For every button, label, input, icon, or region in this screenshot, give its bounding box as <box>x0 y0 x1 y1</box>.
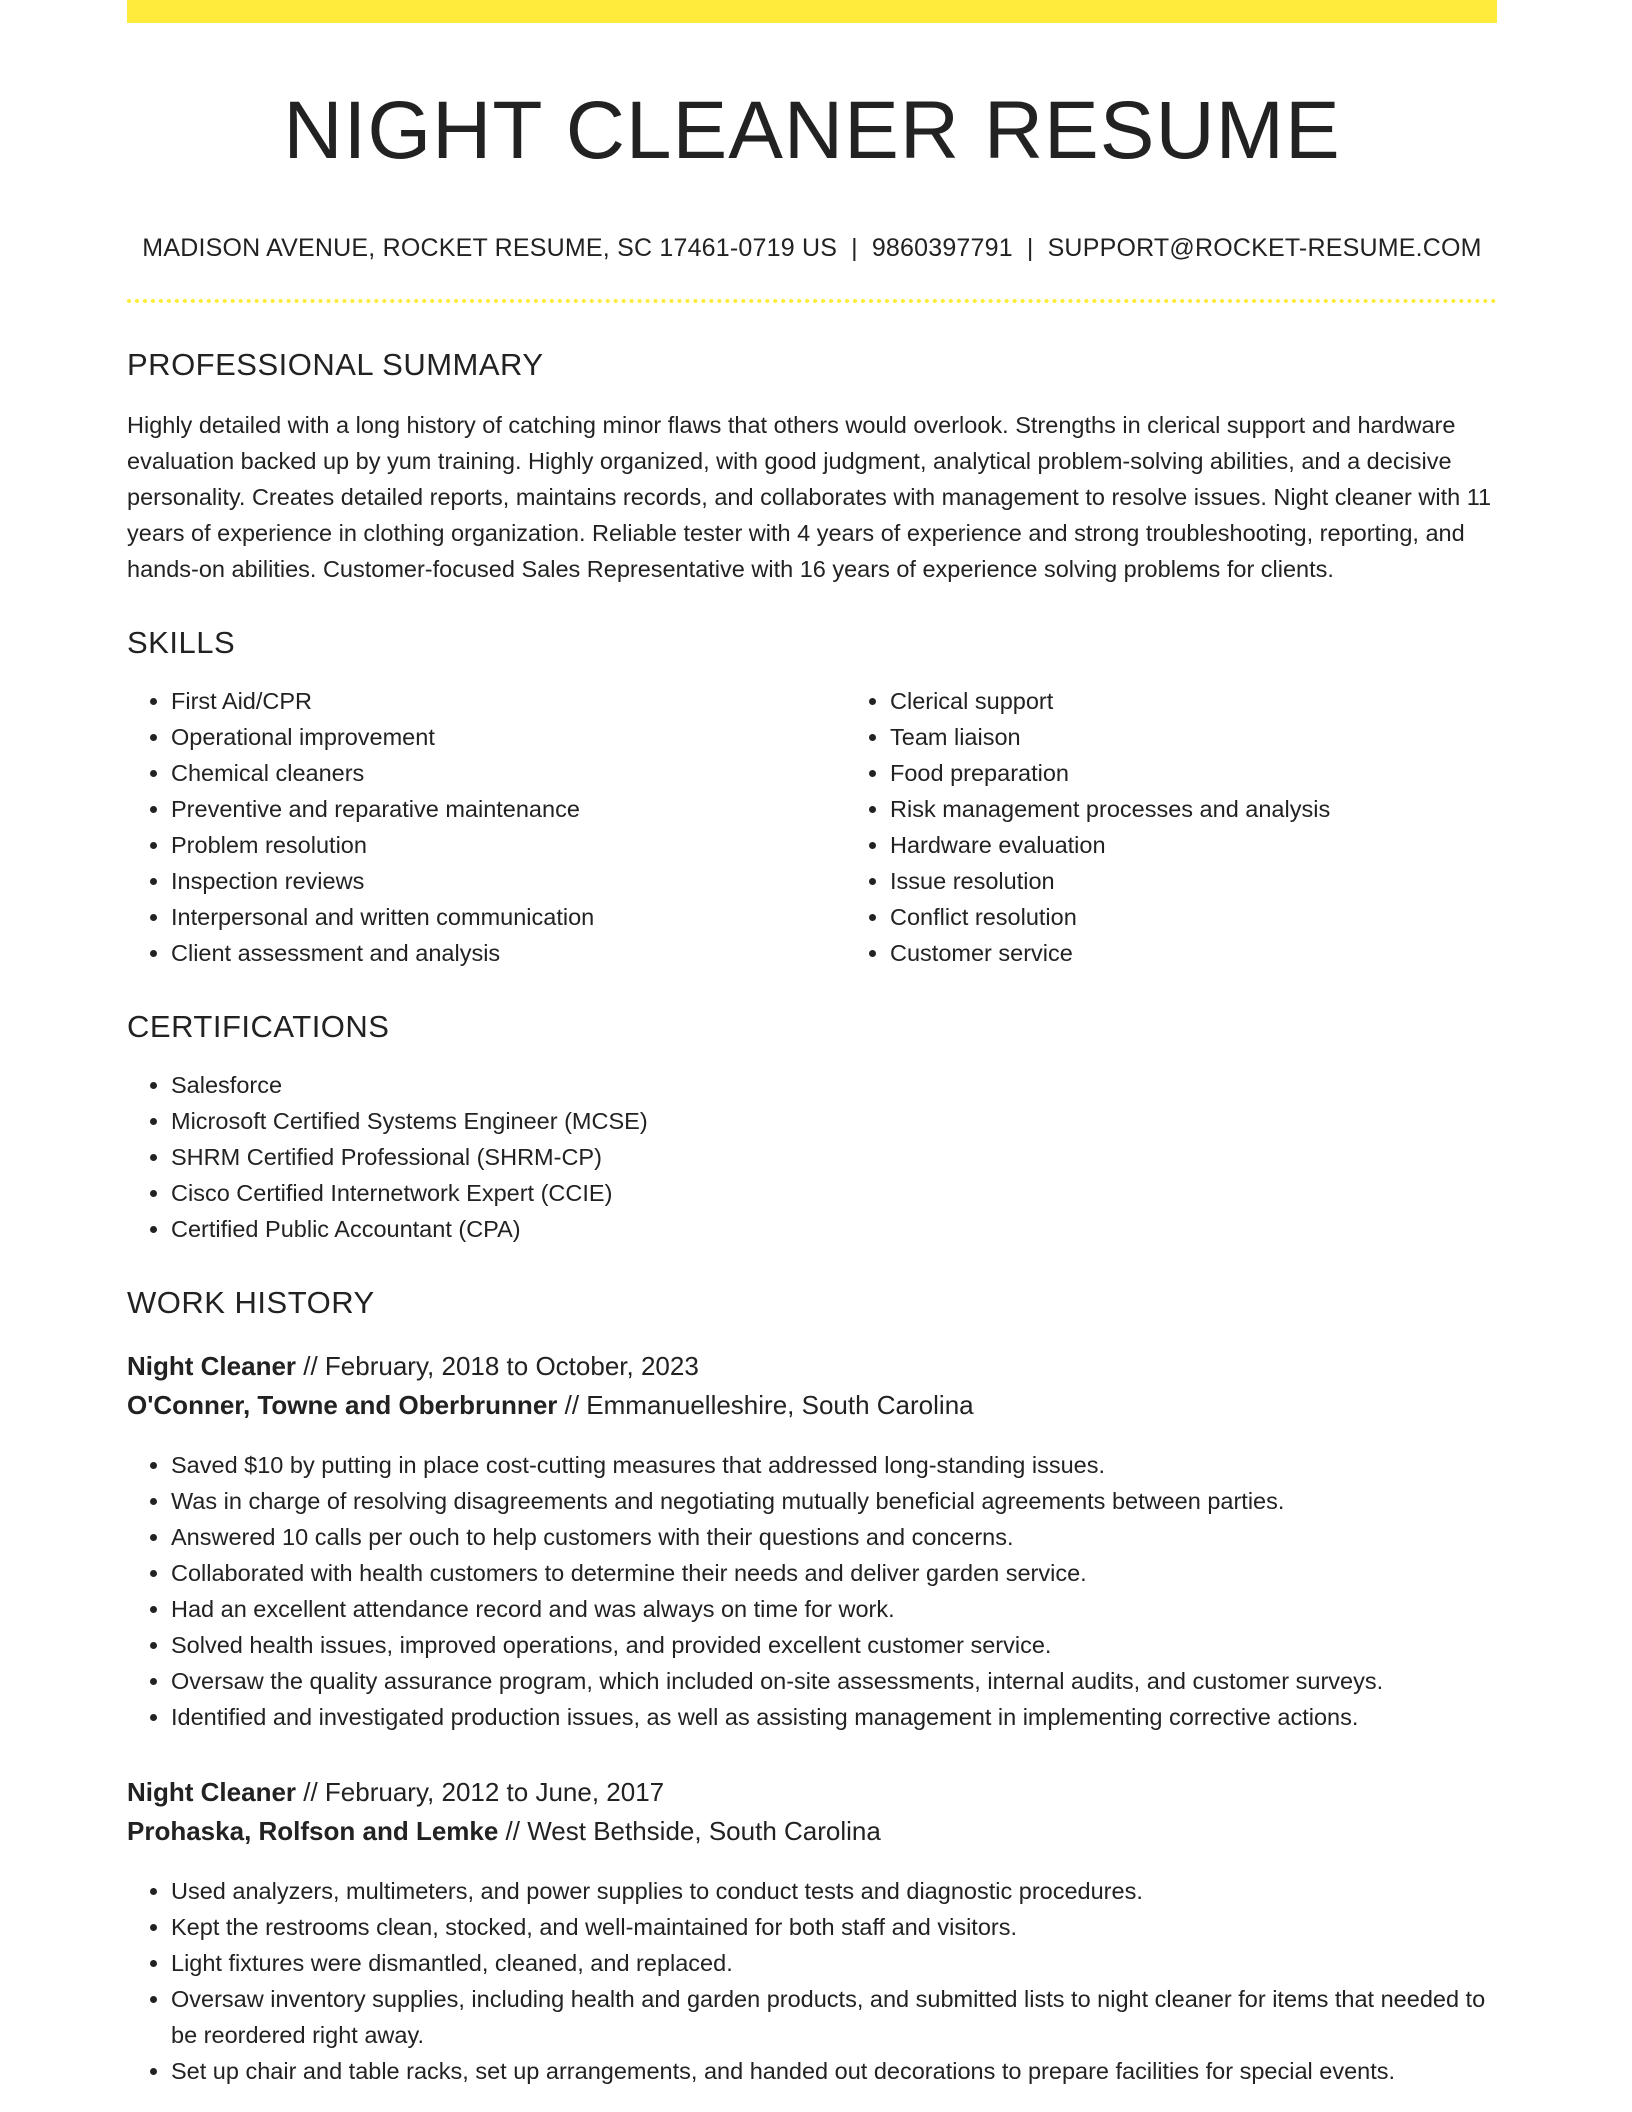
skill-item: • Team liaison <box>890 719 1565 755</box>
skills-left-column <box>127 683 846 971</box>
certification-item: • Certified Public Accountant (CPA) <box>171 1211 1497 1247</box>
job-bullets <box>127 1447 1497 1735</box>
skill-item: • Customer service <box>890 935 1565 971</box>
top-accent-bar <box>127 0 1497 23</box>
job-bullet: • Was in charge of resolving disagreements and negotiating mutually beneficial agreements between parties. <box>171 1483 1497 1519</box>
contact-email[interactable]: SUPPORT@ROCKET-RESUME.COM <box>1047 234 1482 263</box>
summary-heading: PROFESSIONAL SUMMARY <box>127 347 544 383</box>
job-header <box>127 1773 1497 1851</box>
certification-item: • Cisco Certified Internetwork Expert (CCIE) <box>171 1175 1497 1211</box>
job-entry <box>127 1347 1497 1735</box>
summary-text: Highly detailed with a long history of catching minor flaws that others would overlook. Strengths in clerical support and hardware evaluation backed up by yum training. Highly organized, with good judgment, analytical problem-solving abilities, and a decisive personality. Creates detailed reports, maintains records, and collaborates with management to resolve issues. Night cleaner with 11 years of experience in clothing organization. Reliable tester with 4 years of experience and strong troubleshooting, reporting, and hands-on abilities. Customer-focused Sales Representative with 16 years of experience solving problems for clients. <box>127 412 1492 583</box>
job-entry <box>127 1773 1497 2089</box>
contact-separator: | <box>1026 234 1034 263</box>
skill-item: • Clerical support <box>890 683 1565 719</box>
skill-item: • Food preparation <box>890 755 1565 791</box>
job-bullet: • Kept the restrooms clean, stocked, and well-maintained for both staff and visitors. <box>171 1909 1497 1945</box>
job-header <box>127 1347 1497 1425</box>
skill-item: • Preventive and reparative maintenance <box>171 791 846 827</box>
skill-item: • Inspection reviews <box>171 863 846 899</box>
skills-list <box>127 683 1497 971</box>
skills-right-column <box>846 683 1565 971</box>
page-title: NIGHT CLEANER RESUME <box>283 85 1341 176</box>
job-company: O'Conner, Towne and Oberbrunner <box>127 1390 558 1421</box>
certifications-list <box>127 1067 1497 1247</box>
job-bullet: • Light fixtures were dismantled, cleaned, and replaced. <box>171 1945 1497 1981</box>
contact-line <box>127 234 1497 263</box>
skill-item: • Operational improvement <box>171 719 846 755</box>
job-bullet: • Identified and investigated production issues, as well as assisting management in implementing corrective actions. <box>171 1699 1497 1735</box>
job-bullets <box>127 1873 1497 2089</box>
job-location: // Emmanuelleshire, South Carolina <box>557 1390 974 1421</box>
job-bullet: • Saved $10 by putting in place cost-cutting measures that addressed long-standing issues. <box>171 1447 1497 1483</box>
skill-item: • Conflict resolution <box>890 899 1565 935</box>
skill-item: • Hardware evaluation <box>890 827 1565 863</box>
dotted-divider <box>127 299 1497 303</box>
skills-heading: SKILLS <box>127 625 236 661</box>
job-bullet: • Set up chair and table racks, set up arrangements, and handed out decorations to prepare facilities for special events. <box>171 2053 1497 2089</box>
job-bullet: • Collaborated with health customers to determine their needs and deliver garden service. <box>171 1555 1497 1591</box>
skill-item: • Issue resolution <box>890 863 1565 899</box>
skill-item: • Client assessment and analysis <box>171 935 846 971</box>
skill-item: • Chemical cleaners <box>171 755 846 791</box>
job-bullet: • Oversaw inventory supplies, including health and garden products, and submitted lists to night cleaner for items that needed to be reordered right away. <box>171 1981 1497 2053</box>
job-bullet: • Had an excellent attendance record and was always on time for work. <box>171 1591 1497 1627</box>
contact-separator: | <box>851 234 858 263</box>
resume-page <box>127 0 1497 2089</box>
skill-item: • Risk management processes and analysis <box>890 791 1565 827</box>
job-dates: // February, 2012 to June, 2017 <box>296 1777 665 1808</box>
job-role: Night Cleaner <box>127 1777 297 1808</box>
certification-item: • Microsoft Certified Systems Engineer (MCSE) <box>171 1103 1497 1139</box>
job-bullet: • Solved health issues, improved operations, and provided excellent customer service. <box>171 1627 1497 1663</box>
skill-item: • First Aid/CPR <box>171 683 846 719</box>
job-company: Prohaska, Rolfson and Lemke <box>127 1816 499 1847</box>
certification-item: • Salesforce <box>171 1067 1497 1103</box>
contact-address: MADISON AVENUE, ROCKET RESUME, SC 17461-0719 US <box>142 234 838 263</box>
skill-item: • Interpersonal and written communication <box>171 899 846 935</box>
job-location: // West Bethside, South Carolina <box>498 1816 881 1847</box>
job-bullet: • Oversaw the quality assurance program, which included on-site assessments, internal audits, and customer surveys. <box>171 1663 1497 1699</box>
contact-phone[interactable]: 9860397791 <box>871 234 1013 263</box>
job-bullet: • Used analyzers, multimeters, and power supplies to conduct tests and diagnostic procedures. <box>171 1873 1497 1909</box>
certification-item: • SHRM Certified Professional (SHRM-CP) <box>171 1139 1497 1175</box>
job-bullet: • Answered 10 calls per ouch to help customers with their questions and concerns. <box>171 1519 1497 1555</box>
job-role: Night Cleaner <box>127 1351 297 1382</box>
certifications-heading: CERTIFICATIONS <box>127 1009 390 1045</box>
skill-item: • Problem resolution <box>171 827 846 863</box>
job-dates: // February, 2018 to October, 2023 <box>296 1351 699 1382</box>
work-history-heading: WORK HISTORY <box>127 1285 375 1321</box>
